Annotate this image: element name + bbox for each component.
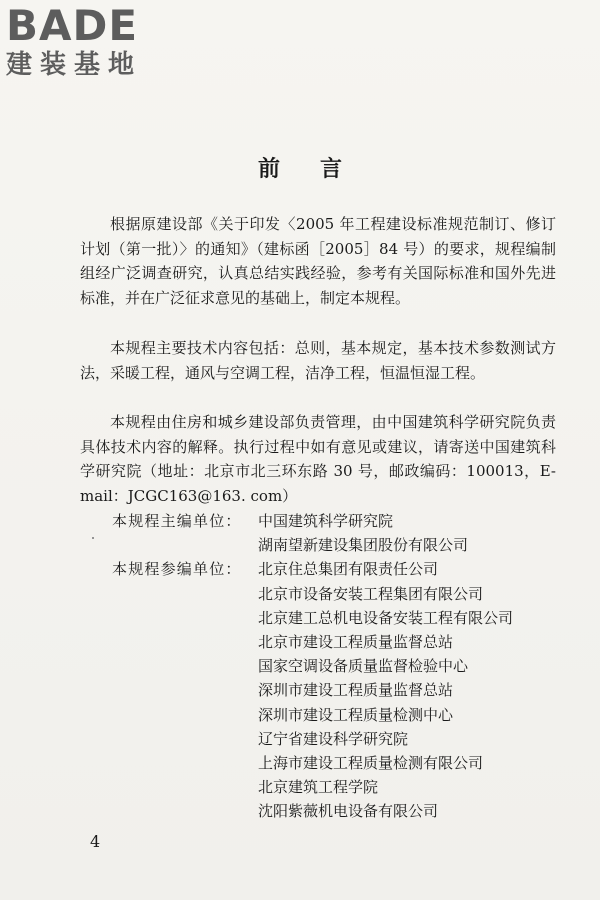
chief-unit-row — [112, 533, 513, 557]
participating-units-label: 本规程参编单位： — [112, 560, 242, 579]
page-number: 4 — [90, 832, 101, 851]
scan-speck — [92, 537, 94, 539]
participating-unit-row — [112, 606, 513, 630]
participating-unit-item: 上海市建设工程质量检测有限公司 — [258, 754, 484, 773]
logo-brand: BADE — [6, 1, 139, 50]
chief-unit-item: 中国建筑科学研究院 — [258, 512, 394, 530]
page-title: 前言 — [257, 156, 382, 182]
participating-unit-item: 北京市设备安装工程集团有限公司 — [258, 584, 484, 603]
participating-unit-row — [112, 557, 513, 581]
paragraph-2 — [80, 336, 556, 385]
participating-unit-row — [112, 654, 513, 678]
participating-unit-item: 北京建工总机电设备安装工程有限公司 — [258, 608, 514, 627]
paragraph-3-text: 本规程由住房和城乡建设部负责管理，由中国建筑科学研究院负责具体技术内容的解释。执行过程中如有意见或建议，请寄送中国建筑科学研究院（地址：北京市北三环东路 30 号，邮政编码：100013，E-mail：JCGC163@163. com） — [80, 413, 556, 505]
participating-unit-row — [112, 703, 513, 727]
chief-unit-row — [112, 509, 513, 533]
participating-unit-item: 深圳市建设工程质量监督总站 — [258, 681, 454, 700]
participating-unit-item: 辽宁省建设科学研究院 — [258, 729, 409, 748]
editing-units — [112, 509, 513, 824]
participating-unit-item: 北京住总集团有限责任公司 — [258, 560, 439, 579]
participating-unit-item: 北京市建设工程质量监督总站 — [258, 633, 454, 652]
participating-unit-item: 沈阳紫薇机电设备有限公司 — [258, 802, 439, 821]
chief-units-label: 本规程主编单位： — [112, 512, 242, 530]
participating-unit-item: 国家空调设备质量监督检验中心 — [258, 657, 469, 676]
paragraph-3 — [80, 410, 556, 508]
participating-unit-row — [112, 751, 513, 775]
participating-unit-row — [112, 775, 513, 799]
paragraph-1 — [80, 212, 556, 310]
participating-unit-row — [112, 678, 513, 702]
bade-logo — [6, 1, 143, 80]
logo-subtitle: 建装基地 — [6, 50, 143, 80]
participating-unit-row — [112, 582, 513, 606]
chief-unit-item: 湖南望新建设集团股份有限公司 — [258, 536, 469, 555]
paragraph-1-text: 根据原建设部《关于印发〈2005 年工程建设标准规范制订、修订计划（第一批）〉的通知》（建标函［2005］84 号）的要求，规程编制组经广泛调查研究，认真总结实践经验，参考有关国际标准和国外先进标准，并在广泛征求意见的基础上，制定本规程。 — [80, 215, 556, 307]
participating-unit-row — [112, 727, 513, 751]
participating-unit-row — [112, 799, 513, 823]
participating-unit-item: 深圳市建设工程质量检测中心 — [258, 705, 454, 724]
participating-unit-row — [112, 630, 513, 654]
paragraph-2-text: 本规程主要技术内容包括：总则，基本规定，基本技术参数测试方法，采暖工程，通风与空调工程，洁净工程，恒温恒湿工程。 — [80, 339, 556, 382]
participating-unit-item: 北京建筑工程学院 — [258, 778, 379, 797]
